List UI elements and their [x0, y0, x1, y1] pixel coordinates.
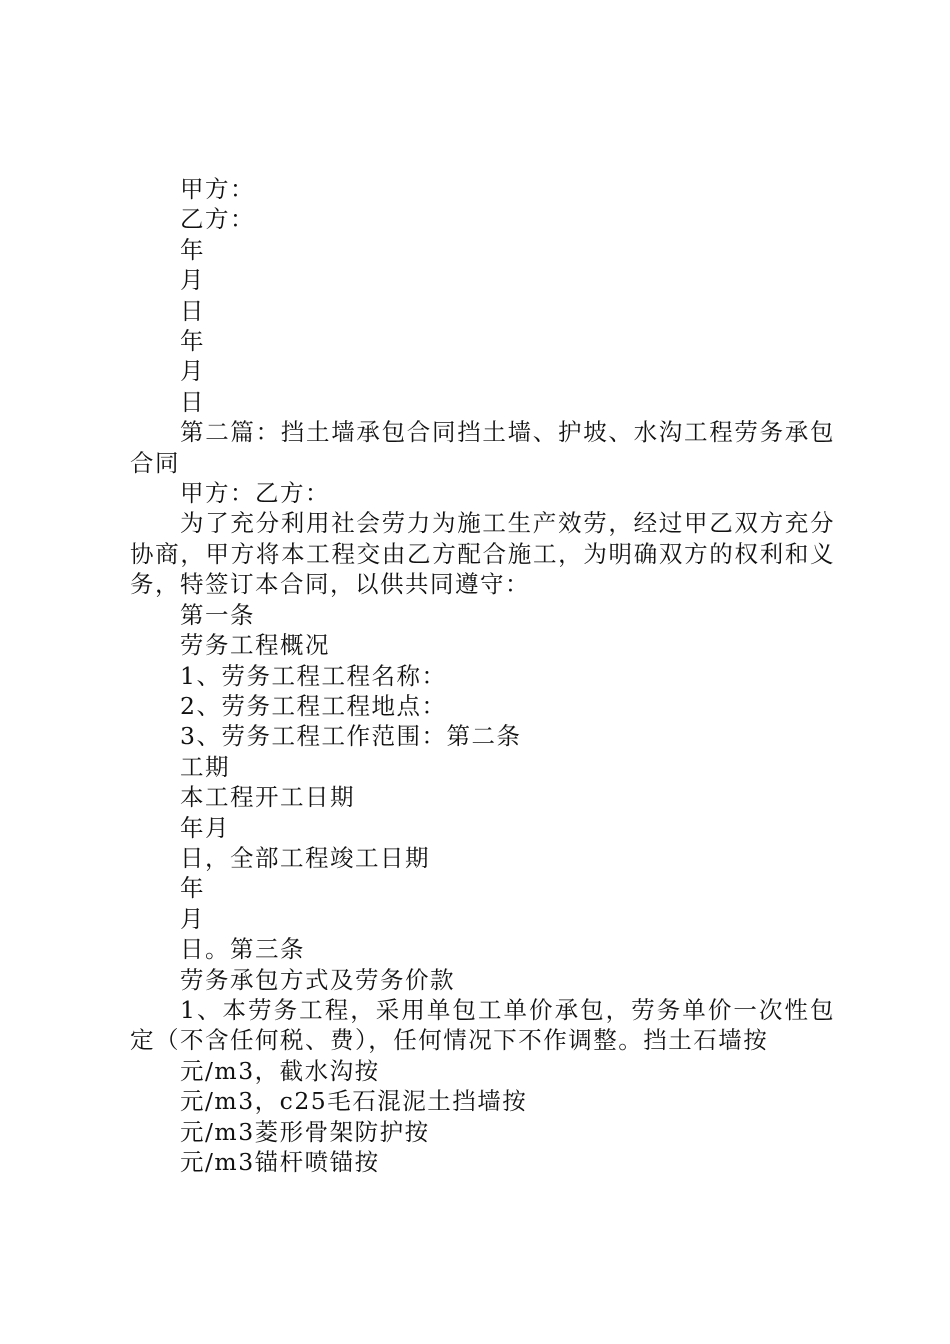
- price-line: 元/m3，c25毛石混泥土挡墙按: [180, 1087, 528, 1116]
- list-item: 2、劳务工程工程地点：: [180, 691, 447, 720]
- paragraph-day: 日: [180, 387, 205, 416]
- price-line: 元/m3锚杆喷锚按: [180, 1148, 380, 1176]
- paragraph-year: 年: [180, 327, 205, 356]
- paragraph-parties: 甲方：乙方：: [180, 479, 330, 508]
- paragraph-month: 月: [180, 904, 205, 933]
- price-line: 元/m3，截水沟按: [180, 1056, 380, 1085]
- paragraph-preamble: 为了充分利用社会劳力为施工生产效劳，经过甲乙双方充分协商，甲方将本工程交由乙方配合施工，为明确双方的权利和义务，特签订本合同，以供共同遵守：: [130, 509, 835, 599]
- list-item: 1、劳务工程工程名称：: [180, 661, 447, 690]
- paragraph-year-month: 年月: [180, 813, 230, 842]
- document-body: [130, 174, 835, 1177]
- paragraph-month: 月: [180, 357, 205, 386]
- paragraph-completion-date: 日，全部工程竣工日期: [180, 843, 430, 872]
- paragraph-day: 日: [180, 296, 205, 325]
- article-subtitle: 劳务承包方式及劳务价款: [180, 965, 455, 994]
- paragraph-start-date: 本工程开工日期: [180, 783, 355, 812]
- paragraph-year: 年: [180, 874, 205, 903]
- section-heading: 第二篇：挡土墙承包合同挡土墙、护坡、水沟工程劳务承包合同: [130, 418, 835, 477]
- article-title: 第一条: [180, 600, 255, 629]
- list-item: 3、劳务工程工作范围：第二条: [180, 722, 522, 751]
- paragraph-party-b: 乙方：: [180, 205, 255, 234]
- article-subtitle: 工期: [180, 752, 230, 781]
- price-line: 元/m3菱形骨架防护按: [180, 1117, 430, 1146]
- paragraph-party-a: 甲方：: [180, 175, 255, 203]
- article-subtitle: 劳务工程概况: [180, 631, 330, 660]
- paragraph-pricing: 1、本劳务工程，采用单包工单价承包，劳务单价一次性包定（不含任何税、费），任何情况下不作调整。挡土石墙按: [130, 995, 835, 1055]
- paragraph-month: 月: [180, 266, 205, 295]
- paragraph-day-article: 日。第三条: [180, 935, 305, 964]
- paragraph-year: 年: [180, 235, 205, 264]
